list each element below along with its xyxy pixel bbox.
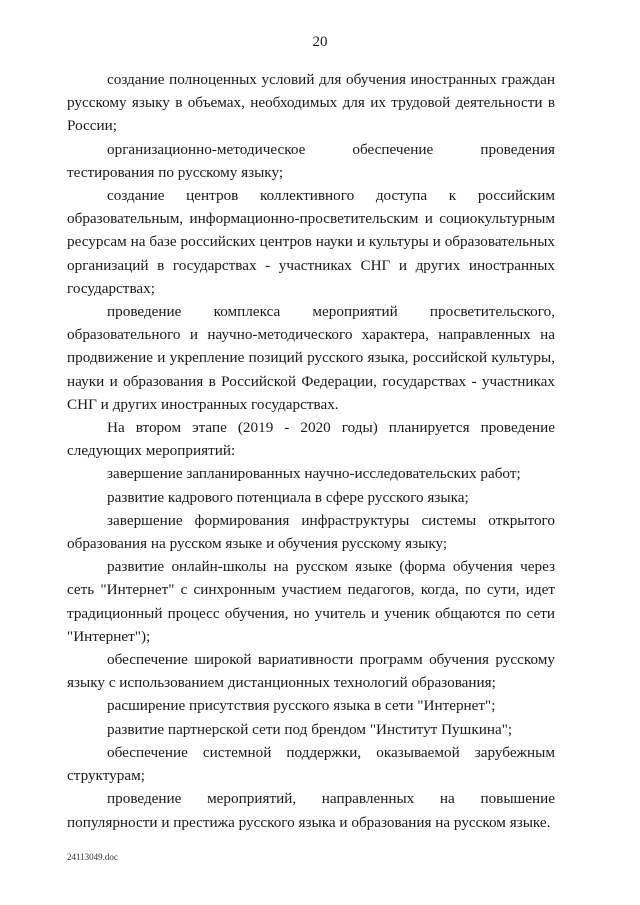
paragraph: обеспечение системной поддержки, оказываемой зарубежным структурам;	[67, 743, 555, 785]
paragraph: завершение формирования инфраструктуры системы открытого образования на русском языке и обучения русскому языку;	[67, 511, 555, 553]
page-number: 20	[312, 34, 328, 50]
paragraph: создание полноценных условий для обучения иностранных граждан русскому языку в объемах, необходимых для их трудовой деятельности в России;	[67, 71, 555, 135]
paragraph: проведение мероприятий, направленных на повышение популярности и престижа русского языка и образования на русском языке.	[67, 790, 555, 831]
paragraph: создание центров коллективного доступа к российским образовательным, информационно-просветительским и социокультурным ресурсам на базе российских центров науки и культуры и образовательных организаций в государствах - участниках СНГ и других иностранных государствах;	[67, 187, 555, 297]
paragraph: расширение присутствия русского языка в сети "Интернет";	[107, 697, 496, 715]
paragraph: проведение комплекса мероприятий просветительского, образовательного и научно-методического характера, направленных на продвижение и укрепление позиций русского языка, российской культуры, науки и образования в Российской Федерации, государствах - участниках СНГ и других иностранных государствах.	[67, 303, 555, 413]
paragraph: На втором этапе (2019 - 2020 годы) планируется проведение следующих мероприятий:	[67, 419, 555, 460]
paragraph: развитие кадрового потенциала в сфере русского языка;	[107, 488, 469, 506]
file-name-footer: 24113049.doc	[67, 852, 118, 862]
paragraph: организационно-методическое обеспечение проведения тестирования по русскому языку;	[67, 140, 555, 181]
paragraph: завершение запланированных научно-исследовательских работ;	[107, 465, 521, 483]
paragraph: развитие партнерской сети под брендом "Институт Пушкина";	[107, 720, 513, 738]
paragraph: развитие онлайн-школы на русском языке (форма обучения через сеть "Интернет" с синхронным участием педагогов, когда, по сути, идет традиционный процесс обучения, но учитель и ученик общаются по сети "Интернет");	[67, 558, 555, 645]
document-body	[67, 68, 555, 834]
paragraph: обеспечение широкой вариативности программ обучения русскому языку с использованием дистанционных технологий образования;	[67, 651, 555, 692]
